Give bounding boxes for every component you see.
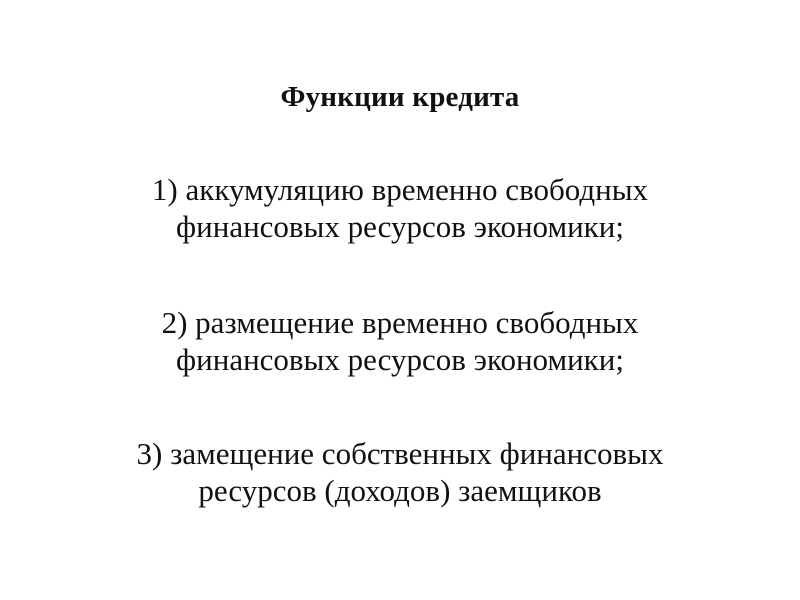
function-item-3: [0, 435, 800, 509]
function-item-2: [0, 304, 800, 378]
slide-title: Функции кредита: [280, 81, 520, 113]
function-item-2-line-1: 2) размещение временно свободных: [161, 305, 639, 340]
function-item-3-line-2: ресурсов (доходов) заемщиков: [198, 473, 602, 508]
function-item-2-line-2: финансовых ресурсов экономики;: [176, 342, 624, 377]
function-item-1: [0, 171, 800, 245]
function-item-1-line-2: финансовых ресурсов экономики;: [176, 209, 624, 244]
function-item-3-line-1: 3) замещение собственных финансовых: [136, 436, 664, 471]
function-item-1-line-1: 1) аккумуляцию временно свободных: [151, 172, 649, 207]
